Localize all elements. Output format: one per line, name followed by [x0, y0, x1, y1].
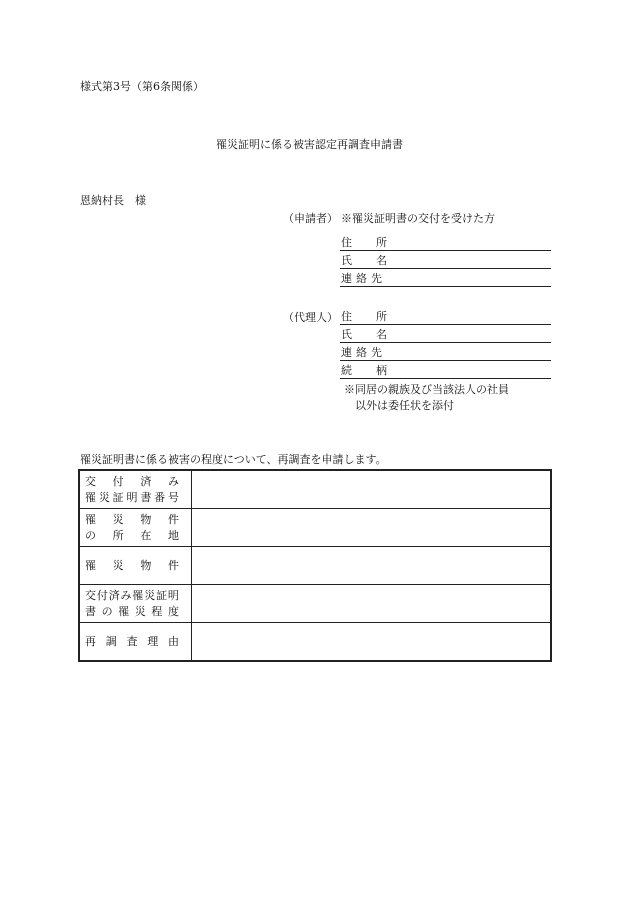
label-char: 地 — [167, 528, 179, 542]
row-label — [79, 547, 192, 585]
field-label: 続 — [341, 364, 352, 377]
reinvestigation-reason-input[interactable] — [192, 623, 552, 662]
field-label: 連絡先 — [341, 272, 386, 285]
label-char: 災 — [112, 558, 124, 572]
field-label: 名 — [376, 254, 387, 267]
agent-contact-field[interactable] — [340, 344, 551, 361]
label-char: 交 — [85, 474, 96, 488]
field-label: 連絡先 — [341, 346, 386, 359]
label-char: 罹 — [118, 604, 130, 618]
row-label — [79, 585, 192, 623]
label-char: 由 — [168, 634, 179, 648]
row-label — [79, 623, 192, 662]
label-char: 在 — [140, 528, 152, 542]
field-label: 氏 — [341, 328, 352, 341]
label-char: 明 — [126, 490, 138, 504]
field-label: 名 — [376, 328, 387, 341]
agent-note-line2: 以外は委任状を添付 — [355, 399, 454, 412]
label-char: 災 — [134, 604, 146, 618]
applicant-contact-field[interactable] — [340, 270, 551, 287]
label-char: 災 — [112, 512, 124, 526]
label-char: み — [167, 474, 179, 488]
label-char: 証 — [112, 490, 124, 504]
label-char: 物 — [140, 512, 152, 526]
field-label: 柄 — [376, 364, 387, 377]
property-location-input[interactable] — [192, 509, 552, 547]
table-row — [79, 470, 551, 509]
agent-name-field[interactable] — [340, 326, 551, 343]
label-char: 番 — [154, 490, 166, 504]
damaged-property-input[interactable] — [192, 547, 552, 585]
label-char: 罹 — [132, 588, 144, 602]
certificate-number-input[interactable] — [192, 470, 552, 509]
label-char: 付 — [96, 588, 108, 602]
field-label: 住 — [341, 310, 352, 323]
label-char: 災 — [144, 588, 156, 602]
intro-text: 罹災証明書に係る被害の程度について、再調査を申請します。 — [80, 453, 387, 466]
label-char: 程 — [151, 604, 163, 618]
label-char: 査 — [126, 634, 138, 648]
label-char: 交 — [85, 588, 96, 602]
label-char: 度 — [167, 604, 179, 618]
label-char: 罹 — [85, 512, 96, 526]
label-char: 明 — [167, 588, 179, 602]
field-label: 氏 — [341, 254, 352, 267]
label-char: 済 — [140, 474, 152, 488]
agent-note-line1: ※同居の親族及び当該法人の社員 — [344, 383, 509, 396]
label-char: 件 — [167, 512, 179, 526]
applicant-tag: （申請者） — [283, 212, 338, 225]
label-char: 証 — [156, 588, 168, 602]
field-label: 所 — [376, 236, 387, 249]
label-char: 罹 — [85, 490, 96, 504]
form-number: 様式第3号（第6条関係） — [80, 80, 204, 93]
row-label — [79, 509, 192, 547]
applicant-note: ※罹災証明書の交付を受けた方 — [341, 212, 495, 225]
agent-relation-field[interactable] — [340, 362, 551, 379]
agent-tag: （代理人） — [283, 311, 338, 324]
table-row — [79, 585, 551, 623]
label-char: 理 — [147, 634, 159, 648]
agent-address-field[interactable] — [340, 308, 551, 325]
label-char: 罹 — [85, 558, 96, 572]
table-row — [79, 623, 551, 662]
application-table — [78, 469, 552, 662]
field-label: 住 — [341, 236, 352, 249]
row-label — [79, 470, 192, 509]
label-char: 号 — [167, 490, 179, 504]
label-char: み — [120, 588, 132, 602]
label-char: 書 — [85, 604, 96, 618]
addressee: 恩納村長 様 — [80, 194, 146, 207]
label-char: の — [85, 528, 96, 542]
label-char: 書 — [140, 490, 152, 504]
label-char: 災 — [98, 490, 110, 504]
table-row — [79, 509, 551, 547]
applicant-address-field[interactable] — [340, 234, 551, 251]
applicant-name-field[interactable] — [340, 252, 551, 269]
damage-degree-input[interactable] — [192, 585, 552, 623]
table-row — [79, 547, 551, 585]
label-char: 所 — [112, 528, 124, 542]
page-title: 罹災証明に係る被害認定再調査申請書 — [216, 138, 403, 151]
label-char: の — [101, 604, 113, 618]
label-char: 件 — [167, 558, 179, 572]
field-label: 所 — [376, 310, 387, 323]
label-char: 物 — [140, 558, 152, 572]
label-char: 調 — [105, 634, 117, 648]
label-char: 済 — [108, 588, 120, 602]
label-char: 付 — [112, 474, 124, 488]
label-char: 再 — [85, 634, 96, 648]
